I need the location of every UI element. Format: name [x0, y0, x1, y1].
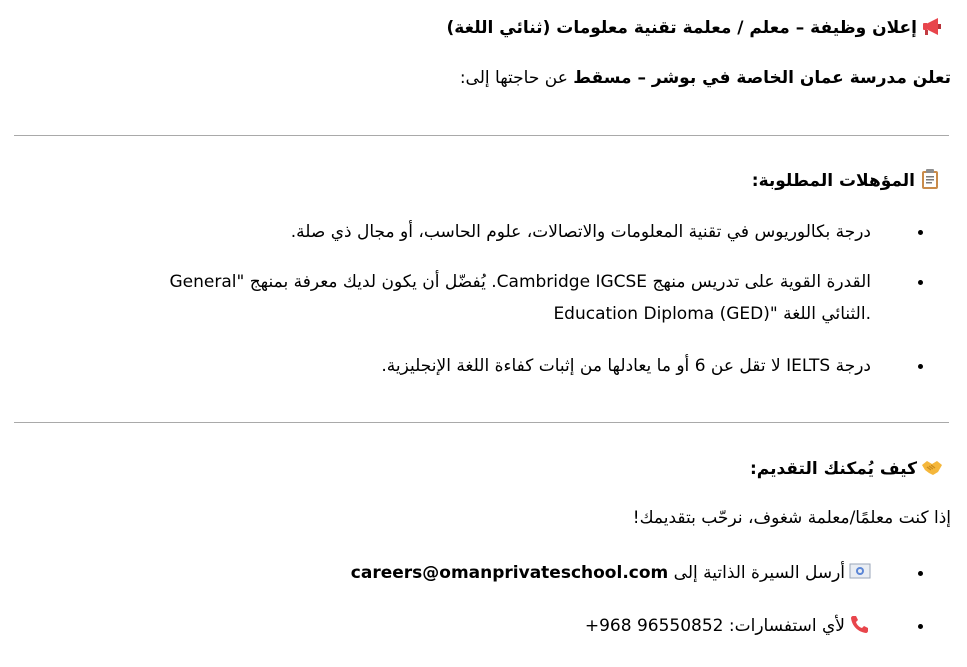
cv-line [40, 557, 917, 589]
apply-invite: إذا كنت معلمًا/معلمة شغوف، نرحّب بتقديمك! [632, 508, 951, 528]
bullet-dot [918, 230, 923, 235]
phone-line [40, 610, 917, 642]
list-item [40, 350, 917, 382]
intro-rest: عن حاجتها إلى: [459, 68, 574, 88]
apply-heading [750, 456, 943, 481]
clipboard-icon [919, 168, 941, 190]
handshake-icon [921, 456, 943, 478]
qualifications-heading [752, 168, 941, 193]
intro-school: تعلن مدرسة عمان الخاصة في بوشر – مسقط [573, 68, 951, 88]
qualification-igcse-line1: القدرة القوية على تدريس منهج Cambridge IGCSE. يُفضّل أن يكون لديك معرفة بمنهج "General [169, 272, 871, 292]
email-link[interactable]: careers@omanprivateschool.com [350, 563, 669, 583]
list-item [40, 557, 917, 589]
divider-bottom [14, 422, 949, 423]
title-text: إعلان وظيفة – معلم / معلمة تقنية معلومات (ثنائي اللغة) [446, 18, 917, 38]
list-item [40, 266, 917, 330]
bullet-dot [918, 571, 923, 576]
envelope-icon [849, 560, 871, 582]
megaphone-icon [921, 15, 943, 37]
list-item [40, 216, 917, 248]
page-title [447, 15, 943, 40]
phone-label: لأي استفسارات: [723, 616, 845, 636]
qualification-degree: درجة بكالوريوس في تقنية المعلومات والاتصالات، علوم الحاسب، أو مجال ذي صلة. [290, 222, 871, 242]
bullet-dot [918, 624, 923, 629]
bullet-dot [918, 280, 923, 285]
list-item [40, 610, 917, 642]
qualification-ielts: درجة IELTS لا تقل عن 6 أو ما يعادلها من إثبات كفاءة اللغة الإنجليزية. [381, 356, 871, 376]
cv-text: أرسل السيرة الذاتية إلى [668, 563, 845, 583]
phone-number[interactable]: +968 96550852 [584, 616, 724, 636]
bullet-dot [918, 364, 923, 369]
divider-top [14, 135, 949, 136]
qualifications-heading-text: المؤهلات المطلوبة: [751, 171, 915, 191]
phone-icon [849, 613, 871, 635]
intro-line [460, 66, 951, 90]
qualification-igcse-line2: Education Diploma (GED)" الثنائي اللغة. [553, 304, 871, 324]
apply-heading-text: كيف يُمكنك التقديم: [749, 459, 917, 479]
